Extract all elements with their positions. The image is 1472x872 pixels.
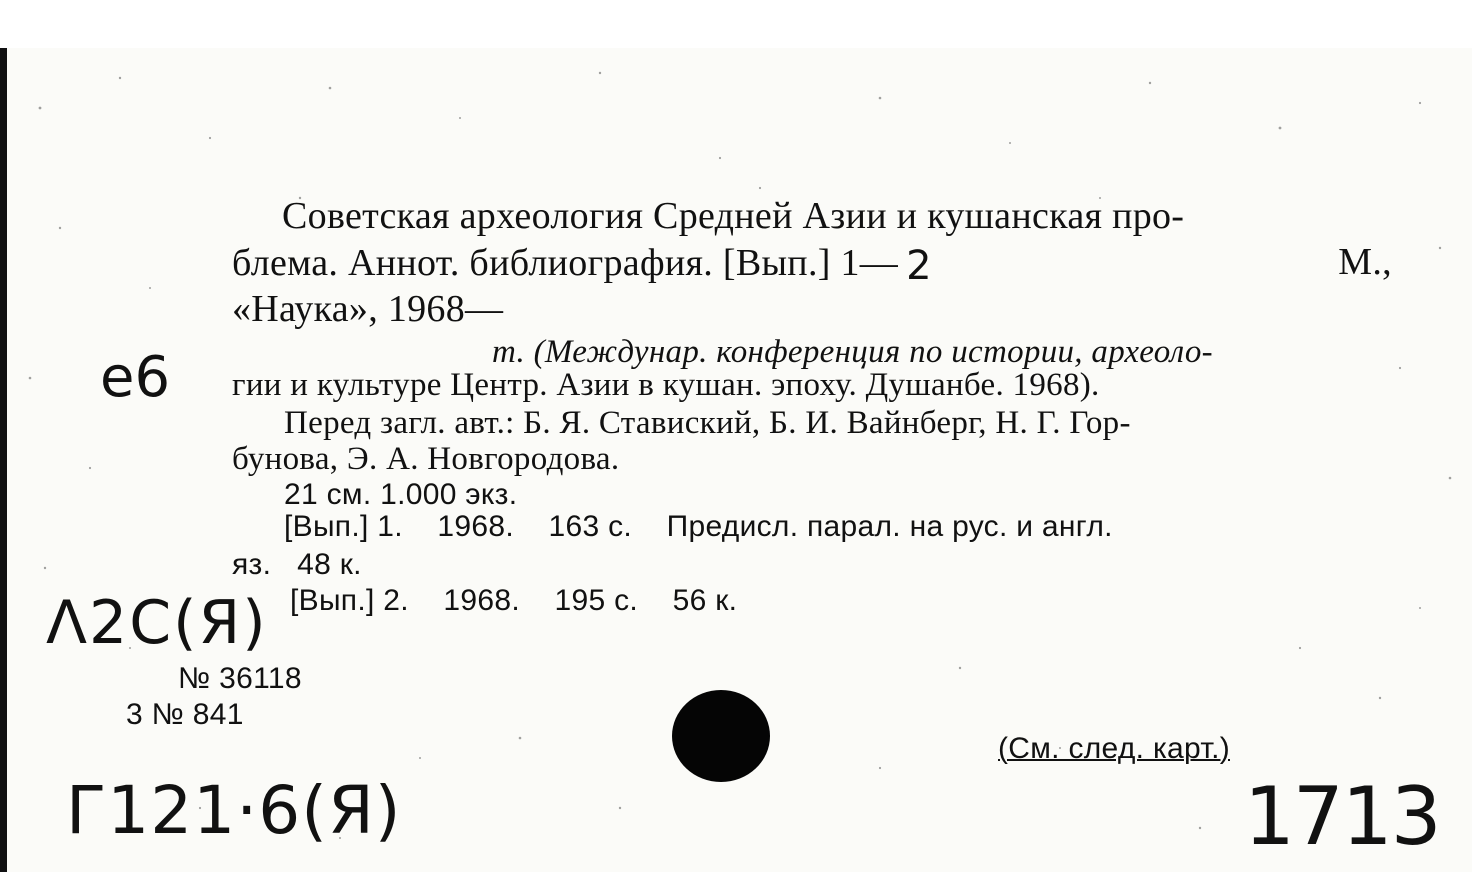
- title-line-2-text: блема. Аннот. библиография. [Вып.] 1—: [232, 242, 899, 284]
- issue-1-line-2: яз. 48 к.: [232, 548, 362, 581]
- accession-number: № 36118: [178, 662, 302, 695]
- handwritten-shelf-code: Λ2С(Я): [46, 588, 268, 658]
- punch-hole: [672, 690, 770, 782]
- handwritten-issue-number: 2: [906, 243, 932, 289]
- series-line-1: т. (Междунар. конференция по истории, археоло-: [492, 334, 1213, 370]
- title-line-3: «Наука», 1968—: [232, 288, 504, 330]
- authors-line-2: бунова, Э. А. Новгородова.: [232, 441, 620, 477]
- handwritten-card-number: 1713: [1244, 770, 1440, 863]
- handwritten-class-code: Г121·6(Я): [66, 772, 402, 849]
- see-next-card: (См. след. карт.): [998, 732, 1230, 765]
- inventory-number: 3 № 841: [126, 698, 244, 731]
- handwritten-mark-e6: е6: [100, 345, 171, 410]
- authors-line-1: Перед загл. авт.: Б. Я. Ставиский, Б. И. Вайнберг, Н. Г. Гор-: [284, 405, 1131, 441]
- title-line-1: Советская археология Средней Азии и кушанская про-: [282, 195, 1185, 237]
- title-line-2: [232, 240, 1392, 289]
- series-line-2: гии и культуре Центр. Азии в кушан. эпоху. Душанбе. 1968).: [232, 367, 1100, 403]
- format-line: 21 см. 1.000 экз.: [284, 478, 518, 511]
- title-line-2-place: М.,: [1338, 241, 1392, 283]
- issue-2-line: [Вып.] 2. 1968. 195 с. 56 к.: [290, 584, 738, 617]
- issue-1-line-1: [Вып.] 1. 1968. 163 с. Предисл. парал. на рус. и англ.: [284, 510, 1113, 543]
